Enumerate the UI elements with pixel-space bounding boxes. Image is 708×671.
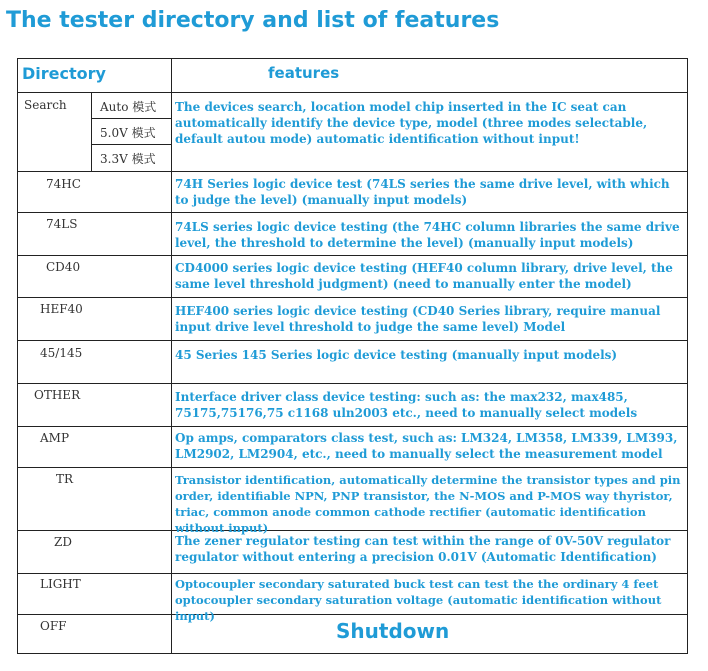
mode-3v3: 3.3V 模式: [100, 152, 156, 166]
table-row: [18, 256, 687, 298]
table-row: [18, 531, 687, 574]
shutdown-label: Shutdown: [336, 619, 450, 643]
dir-other: OTHER: [34, 388, 81, 402]
feature-tr: Transistor identification, automatically determine the transistor types and pin order, identifiable NPN, PNP transistor, the N-MOS and P-MOS way thyristor, triac, common anode common cathode rectifier (automatic identification without input): [175, 473, 681, 535]
table-row-search: [18, 93, 687, 172]
header-features: features: [268, 64, 340, 82]
feature-light: Optocoupler secondary saturated buck test can test the the ordinary 4 feet optocoupler secondary saturation voltage (automatic identification without input): [175, 577, 662, 623]
feature-45-145: 45 Series 145 Series logic device testing (manually input models): [175, 348, 618, 362]
dir-cd40: CD40: [46, 260, 81, 274]
header-features-cell: [172, 59, 685, 92]
table-row: [18, 172, 687, 213]
header-directory-cell: [18, 59, 171, 92]
table-row: [18, 468, 687, 535]
mode-auto: Auto 模式: [92, 93, 172, 119]
dir-light: LIGHT: [40, 577, 81, 591]
features-table: [17, 58, 688, 654]
dir-tr: TR: [56, 472, 74, 486]
table-row: [18, 298, 687, 341]
feature-74hc: 74H Series logic device test (74LS series the same drive level, with which to judge the level) (manually input models): [175, 177, 670, 207]
feature-other: Interface driver class device testing: such as: the max232, max485, 75175,75176,75 c1168 uln2003 etc., need to manually select models: [175, 390, 638, 420]
dir-cell-search: [18, 93, 171, 171]
search-modes: [91, 93, 172, 171]
table-row-off: [18, 615, 687, 655]
feature-hef40: HEF400 series logic device testing (CD40 Series library, require manual input drive level threshold to judge the same level) Model: [175, 304, 661, 334]
mode-5v: 5.0V 模式: [92, 119, 172, 145]
table-row: [18, 384, 687, 427]
dir-74ls: 74LS: [46, 217, 78, 231]
table-row: [18, 341, 687, 384]
feature-cell-search: [175, 93, 685, 171]
dir-off: OFF: [40, 619, 67, 633]
dir-zd: ZD: [54, 535, 72, 549]
table-row: [18, 213, 687, 256]
dir-search: Search: [24, 98, 67, 112]
feature-amp: Op amps, comparators class test, such as: LM324, LM358, LM339, LM393, LM2902, LM2904, etc., need to manually select the measurement model: [175, 431, 678, 461]
feature-zd: The zener regulator testing can test within the range of 0V-50V regulator regulator without entering a precision 0.01V (Automatic Identification): [175, 534, 671, 564]
dir-hef40: HEF40: [40, 302, 83, 316]
feature-search: The devices search, location model chip inserted in the IC seat can automatically identify the device type, model (three modes selectable, default autou mode) automatic identification without input!: [175, 100, 648, 146]
dir-45-145: 45/145: [40, 346, 83, 360]
dir-74hc: 74HC: [46, 177, 81, 191]
page-title: The tester directory and list of features: [6, 8, 500, 33]
header-directory: Directory: [22, 64, 106, 83]
feature-74ls: 74LS series logic device testing (the 74HC column libraries the same drive level, the threshold to determine the level) (manually input models): [175, 220, 680, 250]
dir-amp: AMP: [40, 431, 70, 445]
feature-cd40: CD4000 series logic device testing (HEF40 column library, drive level, the same level threshold judgment) (need to manually enter the model): [175, 261, 673, 291]
table-row: [18, 427, 687, 468]
table-header-row: [18, 59, 687, 93]
table-row: [18, 574, 687, 623]
